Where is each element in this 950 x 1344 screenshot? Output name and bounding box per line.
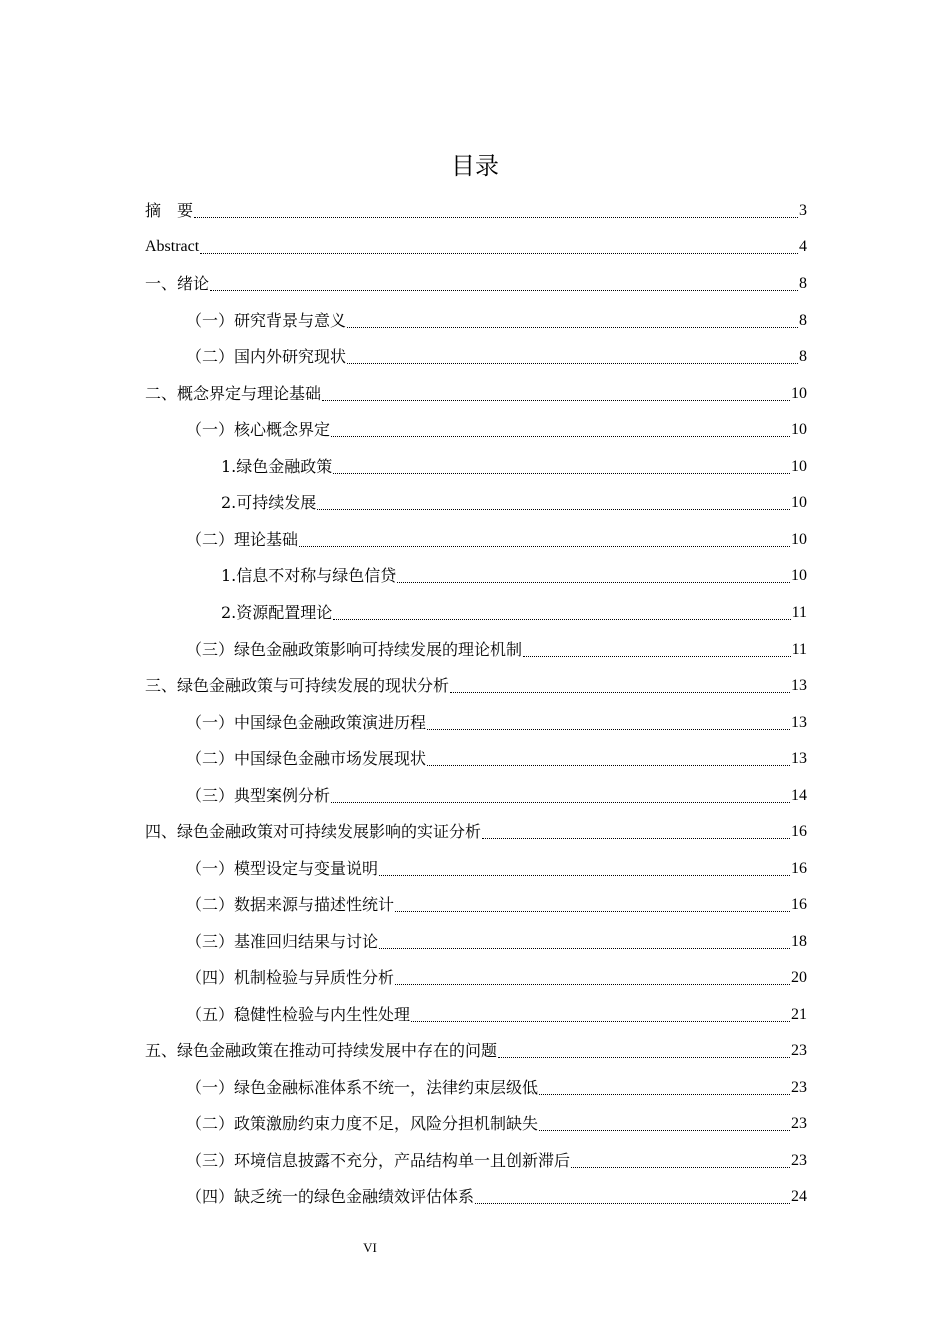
- toc-entry[interactable]: （五）稳健性检验与内生性处理 21: [186, 1005, 807, 1024]
- page-number: VI: [363, 1240, 377, 1255]
- toc-entry[interactable]: （一）研究背景与意义 8: [186, 311, 807, 330]
- toc-entry[interactable]: （三）绿色金融政策影响可持续发展的理论机制 11: [186, 640, 807, 659]
- toc-entry[interactable]: （二）数据来源与描述性统计 16: [186, 895, 807, 914]
- toc-entry[interactable]: （一）核心概念界定 10: [186, 420, 807, 439]
- toc-entry[interactable]: 2.可持续发展 10: [221, 493, 807, 512]
- toc-entry[interactable]: 二、概念界定与理论基础 10: [145, 384, 807, 403]
- toc-entry[interactable]: 1.信息不对称与绿色信贷 10: [221, 566, 807, 585]
- toc-entry[interactable]: 一、绪论 8: [145, 274, 807, 293]
- toc-entry[interactable]: （二）理论基础 10: [186, 530, 807, 549]
- toc-entry[interactable]: 四、绿色金融政策对可持续发展影响的实证分析 16: [145, 822, 807, 841]
- toc-entry[interactable]: 1.绿色金融政策 10: [221, 457, 807, 476]
- toc-entry[interactable]: （四）机制检验与异质性分析 20: [186, 968, 807, 987]
- toc-entry[interactable]: （一）绿色金融标准体系不统一，法律约束层级低 23: [186, 1078, 807, 1097]
- toc-entry[interactable]: （三）典型案例分析 14: [186, 786, 807, 805]
- toc-entry[interactable]: 2.资源配置理论 11: [221, 603, 807, 622]
- toc-entry[interactable]: （一）中国绿色金融政策演进历程 13: [186, 713, 807, 732]
- toc-entry[interactable]: 五、绿色金融政策在推动可持续发展中存在的问题 23: [145, 1041, 807, 1060]
- toc-title: 目录: [451, 152, 499, 180]
- toc-entry[interactable]: （三）环境信息披露不充分，产品结构单一且创新滞后 23: [186, 1151, 807, 1170]
- toc-entry[interactable]: 摘 要 3: [145, 201, 807, 220]
- toc-entry[interactable]: （四）缺乏统一的绿色金融绩效评估体系 24: [186, 1187, 807, 1206]
- toc-entry[interactable]: （三）基准回归结果与讨论 18: [186, 932, 807, 951]
- toc-entry[interactable]: Abstract 4: [145, 238, 807, 255]
- toc-entry[interactable]: （一）模型设定与变量说明 16: [186, 859, 807, 878]
- toc-entry[interactable]: （二）政策激励约束力度不足，风险分担机制缺失 23: [186, 1114, 807, 1133]
- toc-entry[interactable]: （二）国内外研究现状 8: [186, 347, 807, 366]
- toc-entry[interactable]: 三、绿色金融政策与可持续发展的现状分析 13: [145, 676, 807, 695]
- toc-entry[interactable]: （二）中国绿色金融市场发展现状 13: [186, 749, 807, 768]
